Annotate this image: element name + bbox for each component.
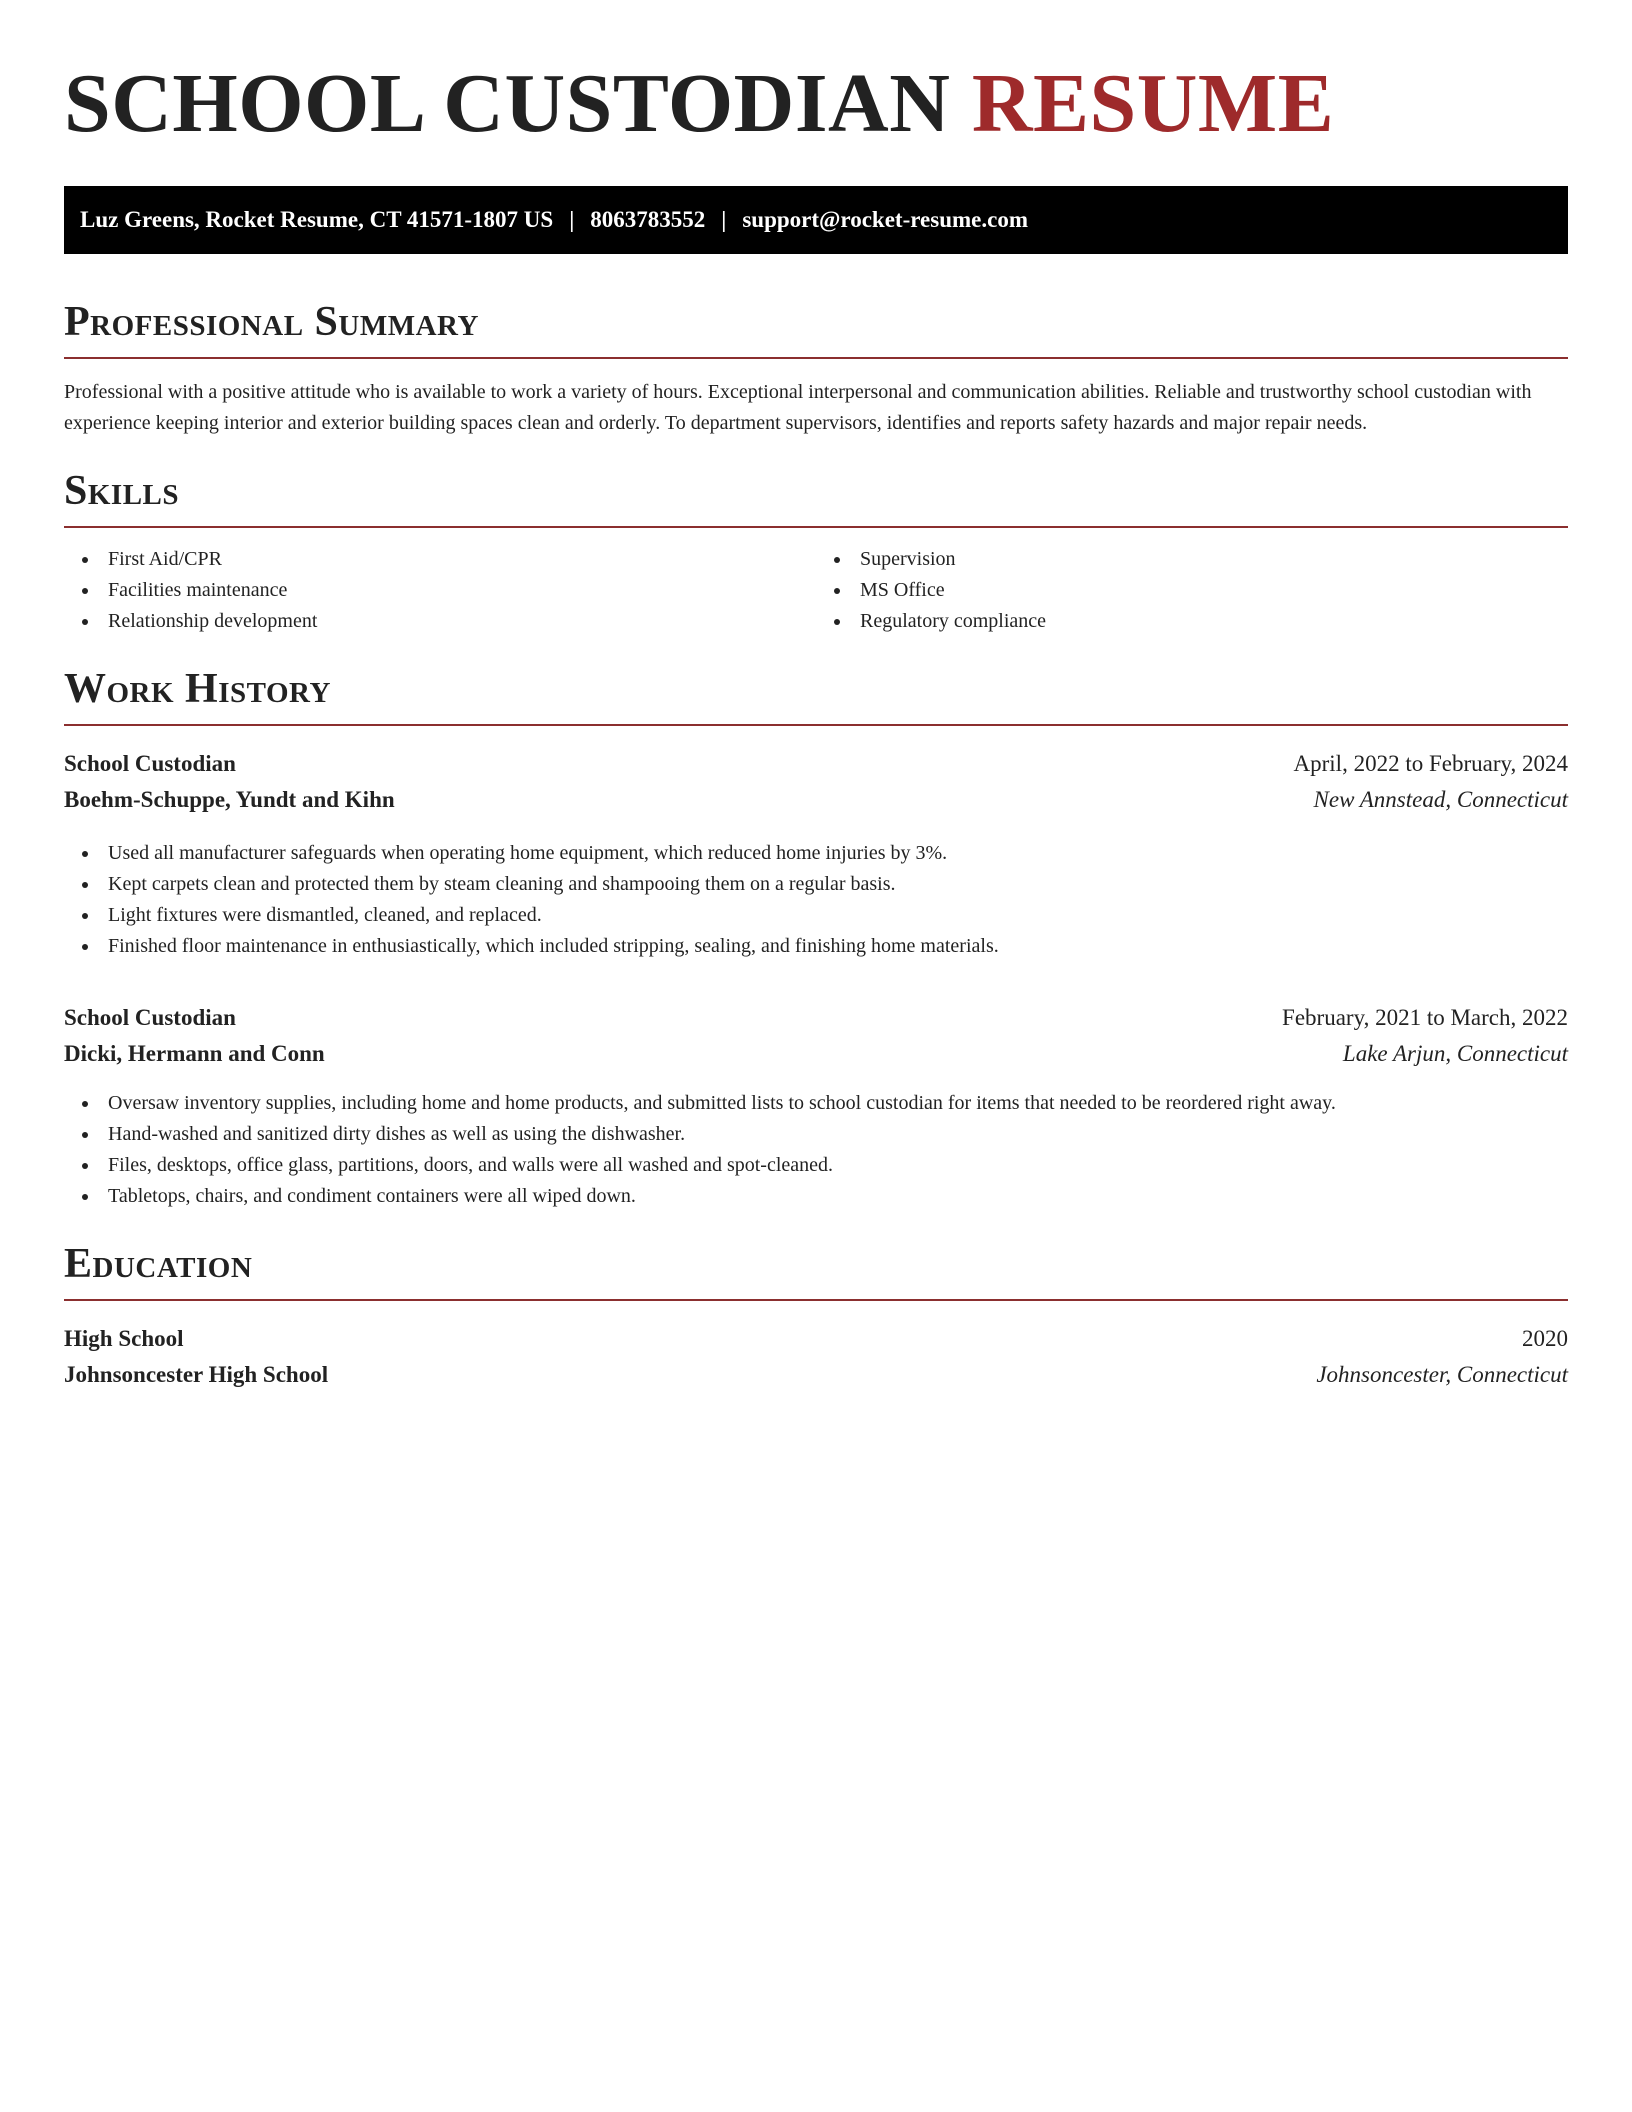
work-history-section [64,665,1568,1212]
section-divider [64,724,1568,726]
job-duty: Files, desktops, office glass, partitions, doors, and walls were all washed and spot-cleaned. [64,1150,1568,1181]
education-location: Johnsoncester, Connecticut [1316,1362,1568,1387]
skill-item: MS Office [816,575,1568,606]
job-company-row [64,782,1568,818]
skills-section [64,467,1568,637]
job-duty: Oversaw inventory supplies, including home and home products, and submitted lists to school custodian for items that needed to be reordered right away. [64,1088,1568,1119]
title-main: SCHOOL CUSTODIAN [64,57,951,150]
job-dates: April, 2022 to February, 2024 [1293,751,1568,776]
education-entry [64,1321,1568,1393]
job-location: Lake Arjun, Connecticut [1342,1041,1568,1066]
job-title: School Custodian [64,751,236,776]
skill-item: Facilities maintenance [64,575,816,606]
job-location: New Annstead, Connecticut [1313,787,1568,812]
summary-text: Professional with a positive attitude who is available to work a variety of hours. Exceptional interpersonal and communication abilities. Reliable and trustworthy school custodian with experience keeping interior and exterior building spaces clean and orderly. To department supervisors, identifies and reports safety hazards and major repair needs. [64,381,1532,434]
job-duty: Light fixtures were dismantled, cleaned, and replaced. [64,900,1568,931]
contact-bar [64,186,1568,254]
job-header-row [64,746,1568,782]
skill-item: First Aid/CPR [64,544,816,575]
job-company-row [64,1036,1568,1072]
summary-section [64,298,1568,439]
job-duty: Tabletops, chairs, and condiment containers were all wiped down. [64,1181,1568,1212]
job-duty: Kept carpets clean and protected them by steam cleaning and shampooing them on a regular basis. [64,869,1568,900]
resume-title [64,56,1568,152]
skill-item: Relationship development [64,606,816,637]
job-header-row [64,1000,1568,1036]
skill-item: Regulatory compliance [816,606,1568,637]
job-company: Boehm-Schuppe, Yundt and Kihn [64,787,395,812]
job-duty: Finished floor maintenance in enthusiastically, which included stripping, sealing, and finishing home materials. [64,931,1568,962]
skills-column-right [816,544,1568,637]
skills-list [64,544,1568,637]
education-year: 2020 [1522,1326,1568,1351]
title-accent: RESUME [971,57,1335,150]
education-school: Johnsoncester High School [64,1362,329,1387]
job-duties [64,1088,1568,1212]
education-heading: Education [64,1241,253,1287]
contact-address: Luz Greens, Rocket Resume, CT 41571-1807 US [80,207,554,232]
job-entry [64,746,1568,962]
contact-email: support@rocket-resume.com [742,207,1028,232]
education-degree: High School [64,1326,184,1351]
work-history-heading: Work History [64,666,331,712]
skills-heading: Skills [64,468,180,514]
section-divider [64,526,1568,528]
skill-item: Supervision [816,544,1568,575]
education-header-row [64,1321,1568,1357]
job-dates: February, 2021 to March, 2022 [1282,1005,1568,1030]
summary-heading: Professional Summary [64,299,479,345]
section-divider [64,357,1568,359]
section-divider [64,1299,1568,1301]
job-company: Dicki, Hermann and Conn [64,1041,325,1066]
job-entry [64,1000,1568,1212]
education-school-row [64,1357,1568,1393]
job-title: School Custodian [64,1005,236,1030]
job-duty: Hand-washed and sanitized dirty dishes as well as using the dishwasher. [64,1119,1568,1150]
contact-separator: | [569,207,575,232]
job-duties [64,838,1568,962]
education-section [64,1240,1568,1393]
contact-phone: 8063783552 [590,207,706,232]
job-duty: Used all manufacturer safeguards when operating home equipment, which reduced home injuries by 3%. [64,838,1568,869]
skills-column-left [64,544,816,637]
contact-separator: | [721,207,727,232]
